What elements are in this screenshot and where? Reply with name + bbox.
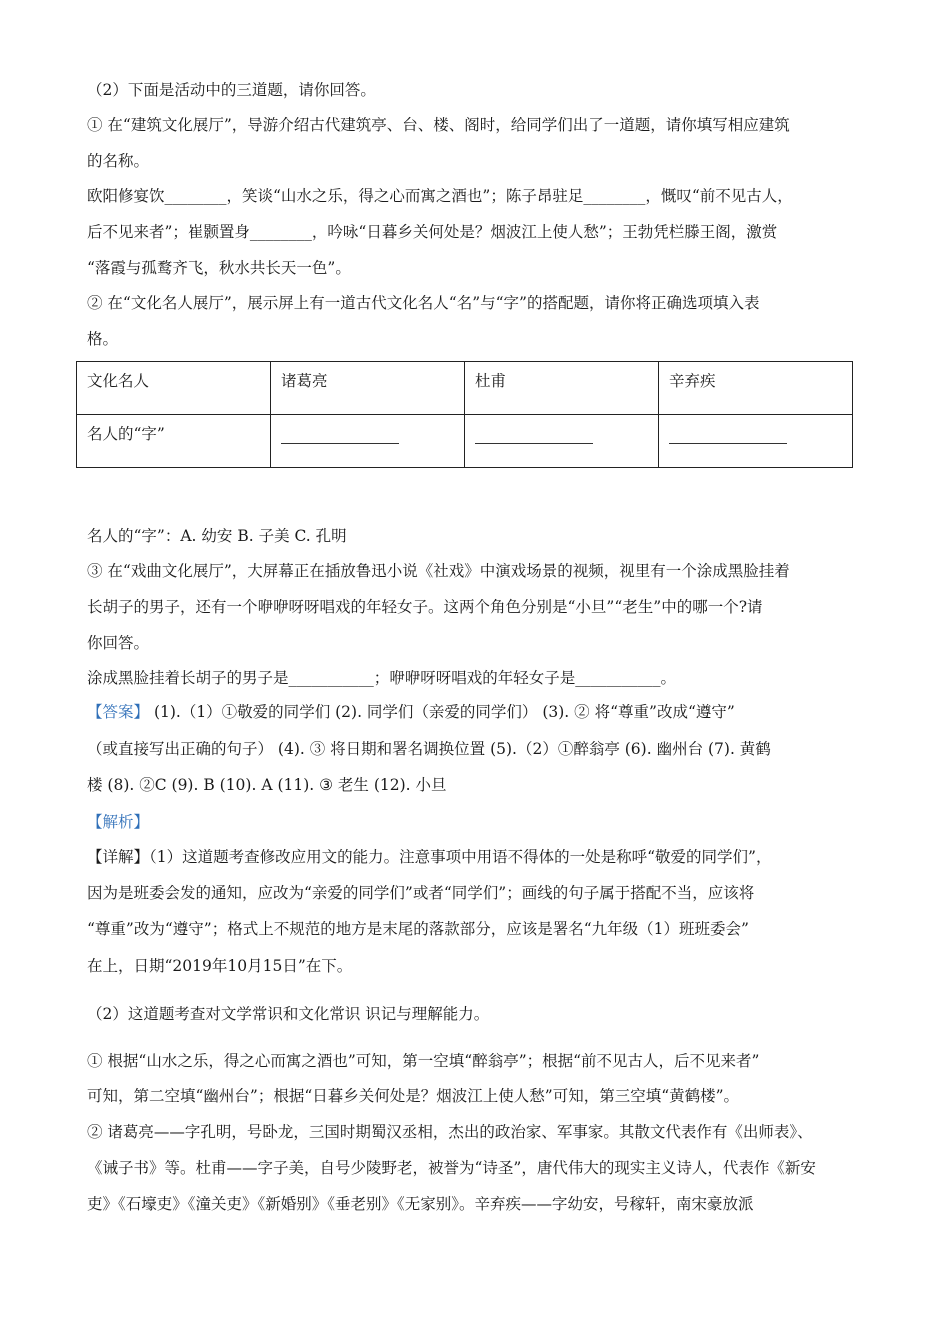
detail-line: ② 诸葛亮——字孔明，号卧龙，三国时期蜀汉丞相，杰出的政治家、军事家。其散文代表作有《出师表》、 bbox=[87, 1123, 813, 1141]
detail-line: 在上，日期“2019年10月15日”在下。 bbox=[87, 957, 353, 975]
detail-line: 因为是班委会发的通知，应改为“亲爱的同学们”或者“同学们”；画线的句子属于搭配不当，应该将 bbox=[87, 884, 755, 902]
detail-line: ① 根据“山水之乐，得之心而寓之酒也”可知，第一空填“醉翁亭”；根据“前不见古人，后不见来者” bbox=[87, 1052, 760, 1070]
question-line: ① 在“建筑文化展厅”，导游介绍古代建筑亭、台、楼、阁时，给同学们出了一道题，请你填写相应建筑 bbox=[87, 116, 790, 134]
question-line: 名人的“字”：A. 幼安 B. 子美 C. 孔明 bbox=[87, 527, 347, 545]
table-cell: 辛弃疾 bbox=[659, 362, 853, 415]
answer-line bbox=[87, 701, 735, 723]
table-cell: 名人的“字” bbox=[77, 415, 271, 468]
question-line: ② 在“文化名人展厅”，展示屏上有一道古代文化名人“名”与“字”的搭配题，请你将正确选项填入表 bbox=[87, 294, 760, 312]
question-line: 欧阳修宴饮________，笑谈“山水之乐，得之心而寓之酒也”；陈子昂驻足________，慨叹“前不见古人， bbox=[87, 187, 793, 205]
answer-tag: 【答案】 bbox=[87, 703, 150, 721]
answer-line: 楼 (8). ②C (9). B (10). A (11). ③ 老生 (12). 小旦 bbox=[87, 776, 447, 794]
detail-line: 【详解】（1）这道题考查修改应用文的能力。注意事项中用语不得体的一处是称呼“敬爱的同学们”， bbox=[87, 848, 772, 866]
question-line: 后不见来者”；崔颢置身________，吟咏“日暮乡关何处是？烟波江上使人愁”；王勃凭栏滕王阁，激赏 bbox=[87, 223, 778, 241]
answer-blank[interactable] bbox=[465, 415, 659, 468]
detail-line: “尊重”改为“遵守”；格式上不规范的地方是末尾的落款部分，应该是署名“九年级（1）班班委会” bbox=[87, 920, 749, 938]
table-cell: 杜甫 bbox=[465, 362, 659, 415]
question-line: 长胡子的男子，还有一个咿咿呀呀唱戏的年轻女子。这两个角色分别是“小旦”“老生”中的哪一个?请 bbox=[87, 598, 763, 616]
question-line: 格。 bbox=[87, 330, 119, 348]
analysis-tag: 【解析】 bbox=[87, 813, 150, 831]
question-line: 的名称。 bbox=[87, 152, 150, 170]
answer-line: （或直接写出正确的句子） (4). ③ 将日期和署名调换位置 (5).（2）①醉翁亭 (6). 幽州台 (7). 黄鹤 bbox=[87, 740, 771, 758]
table-row bbox=[77, 362, 853, 415]
detail-line: 可知，第二空填“幽州台”；根据“日暮乡关何处是？烟波江上使人愁”可知，第三空填“黄鹤楼”。 bbox=[87, 1087, 740, 1105]
answer-text: (1).（1）①敬爱的同学们 (2). 同学们（亲爱的同学们） (3). ② 将“尊重”改成“遵守” bbox=[149, 703, 735, 721]
table-cell: 诸葛亮 bbox=[271, 362, 465, 415]
detail-line: 吏》《石壕吏》《潼关吏》《新婚别》《垂老别》《无家别》。辛弃疾——字幼安，号稼轩，南宋豪放派 bbox=[87, 1195, 754, 1213]
table-cell: 文化名人 bbox=[77, 362, 271, 415]
question-line: 你回答。 bbox=[87, 634, 150, 652]
answer-blank[interactable] bbox=[271, 415, 465, 468]
name-matching-table bbox=[76, 361, 853, 468]
detail-line: （2）这道题考查对文学常识和文化常识 识记与理解能力。 bbox=[87, 1005, 490, 1023]
detail-line: 《诫子书》等。杜甫——字子美，自号少陵野老，被誉为“诗圣”，唐代伟大的现实主义诗人，代表作《新安 bbox=[87, 1159, 816, 1177]
answer-blank[interactable] bbox=[659, 415, 853, 468]
question-line: ③ 在“戏曲文化展厅”，大屏幕正在插放鲁迅小说《社戏》中演戏场景的视频，视里有一个涂成黑脸挂着 bbox=[87, 562, 790, 580]
question-line: （2）下面是活动中的三道题，请你回答。 bbox=[87, 81, 376, 99]
question-line: 涂成黑脸挂着长胡子的男子是___________；咿咿呀呀唱戏的年轻女子是___________。 bbox=[87, 669, 677, 687]
question-line: “落霞与孤鹜齐飞，秋水共长天一色”。 bbox=[87, 259, 351, 277]
table-row bbox=[77, 415, 853, 468]
